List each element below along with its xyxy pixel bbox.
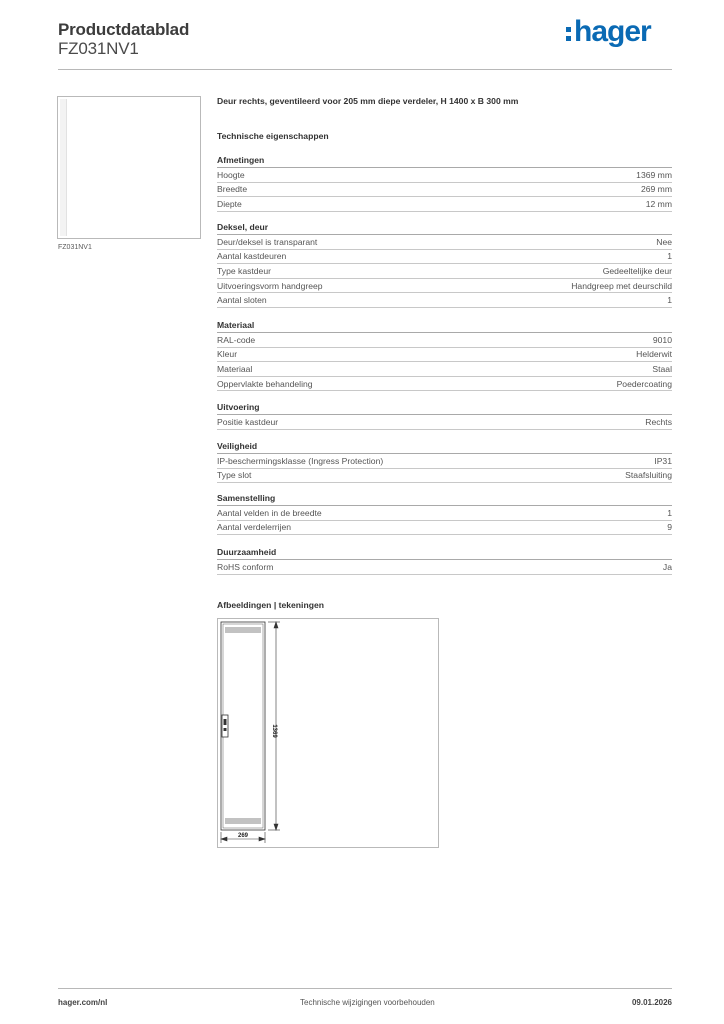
spec-row [217,168,672,183]
spec-value: 12 mm [645,198,672,209]
spec-row [217,506,672,521]
spec-row [217,183,672,198]
product-code: FZ031NV1 [58,39,139,58]
height-dimension-label: 1369 [271,724,277,738]
spec-label: RoHS conform [217,561,274,572]
spec-value: 1 [667,295,672,306]
door-drawing-svg [218,619,440,849]
hager-logo[interactable] [566,14,651,50]
spec-row [217,197,672,212]
spec-value: 269 mm [640,184,672,195]
spec-value: 1 [667,251,672,262]
spec-label: Oppervlakte behandeling [217,378,313,389]
section-title: Samenstelling [217,493,276,503]
spec-row [217,235,672,250]
section-title: Deksel, deur [217,222,269,232]
spec-value: Ja [662,561,672,572]
spec-value: Rechts [645,416,672,427]
spec-label: Materiaal [217,363,253,374]
spec-value: Staal [652,363,672,374]
spec-row [217,469,672,484]
spec-label: Aantal verdelerrijen [217,522,292,533]
spec-value: Nee [656,236,672,247]
spec-value: Helderwit [636,349,672,360]
spec-row [217,348,672,363]
spec-row [217,377,672,392]
spec-value: Poedercoating [616,378,672,389]
spec-value: Staafsluiting [625,470,672,481]
spec-label: Aantal velden in de breedte [217,507,322,518]
spec-row [217,454,672,469]
spec-label: IP-beschermingsklasse (Ingress Protection) [217,455,384,466]
logo-dots-icon [566,27,571,41]
spec-label: Kleur [217,349,238,360]
product-description: Deur rechts, geventileerd voor 205 mm diepe verdeler, H 1400 x B 300 mm [217,96,519,106]
footer-website-link[interactable]: hager.com/nl [58,998,108,1007]
width-dimension-label: 269 [237,833,249,839]
spec-label: Aantal kastdeuren [217,251,287,262]
spec-label: Diepte [217,198,242,209]
spec-row [217,293,672,308]
spec-row [217,560,672,575]
top-vent-icon [226,627,260,633]
bottom-vent-icon [226,818,260,824]
footer-notice: Technische wijzigingen voorbehouden [300,998,435,1007]
spec-row [217,415,672,430]
header-divider [58,69,672,70]
spec-row [217,279,672,294]
spec-value: Handgreep met deurschild [571,280,672,291]
spec-label: RAL-code [217,334,256,345]
spec-label: Aantal sloten [217,295,267,306]
section-title: Materiaal [217,320,255,330]
spec-value: 9 [667,522,672,533]
section-title: Afmetingen [217,155,265,165]
spec-value: 9010 [652,334,672,345]
spec-value: IP31 [654,455,672,466]
thumbnail-caption: FZ031NV1 [58,244,92,251]
page-title: Productdatablad [58,20,190,39]
door-inner-outline [223,624,263,828]
spec-row [217,264,672,279]
spec-value: 1 [667,507,672,518]
spec-label: Type kastdeur [217,265,271,276]
spec-row [217,333,672,348]
product-thumbnail [57,96,201,239]
spec-label: Deur/deksel is transparant [217,236,318,247]
door-handle-icon [222,715,228,737]
spec-label: Breedte [217,184,248,195]
footer-divider [58,988,672,989]
section-title: Duurzaamheid [217,547,277,557]
technical-drawing [217,618,439,848]
drawings-heading: Afbeeldingen | tekeningen [217,600,324,610]
spec-value: 1369 mm [636,169,672,180]
spec-row [217,250,672,265]
spec-label: Hoogte [217,169,245,180]
footer-date: 09.01.2026 [631,998,672,1007]
tech-properties-heading: Technische eigenschappen [217,131,329,141]
spec-row [217,362,672,377]
section-title: Veiligheid [217,441,258,451]
door-image [60,99,67,236]
logo-wordmark: hager [574,15,651,48]
spec-label: Type slot [217,470,252,481]
spec-label: Uitvoeringsvorm handgreep [217,280,323,291]
section-title: Uitvoering [217,402,260,412]
spec-label: Positie kastdeur [217,416,279,427]
spec-value: Gedeeltelijke deur [602,265,672,276]
spec-row [217,521,672,536]
